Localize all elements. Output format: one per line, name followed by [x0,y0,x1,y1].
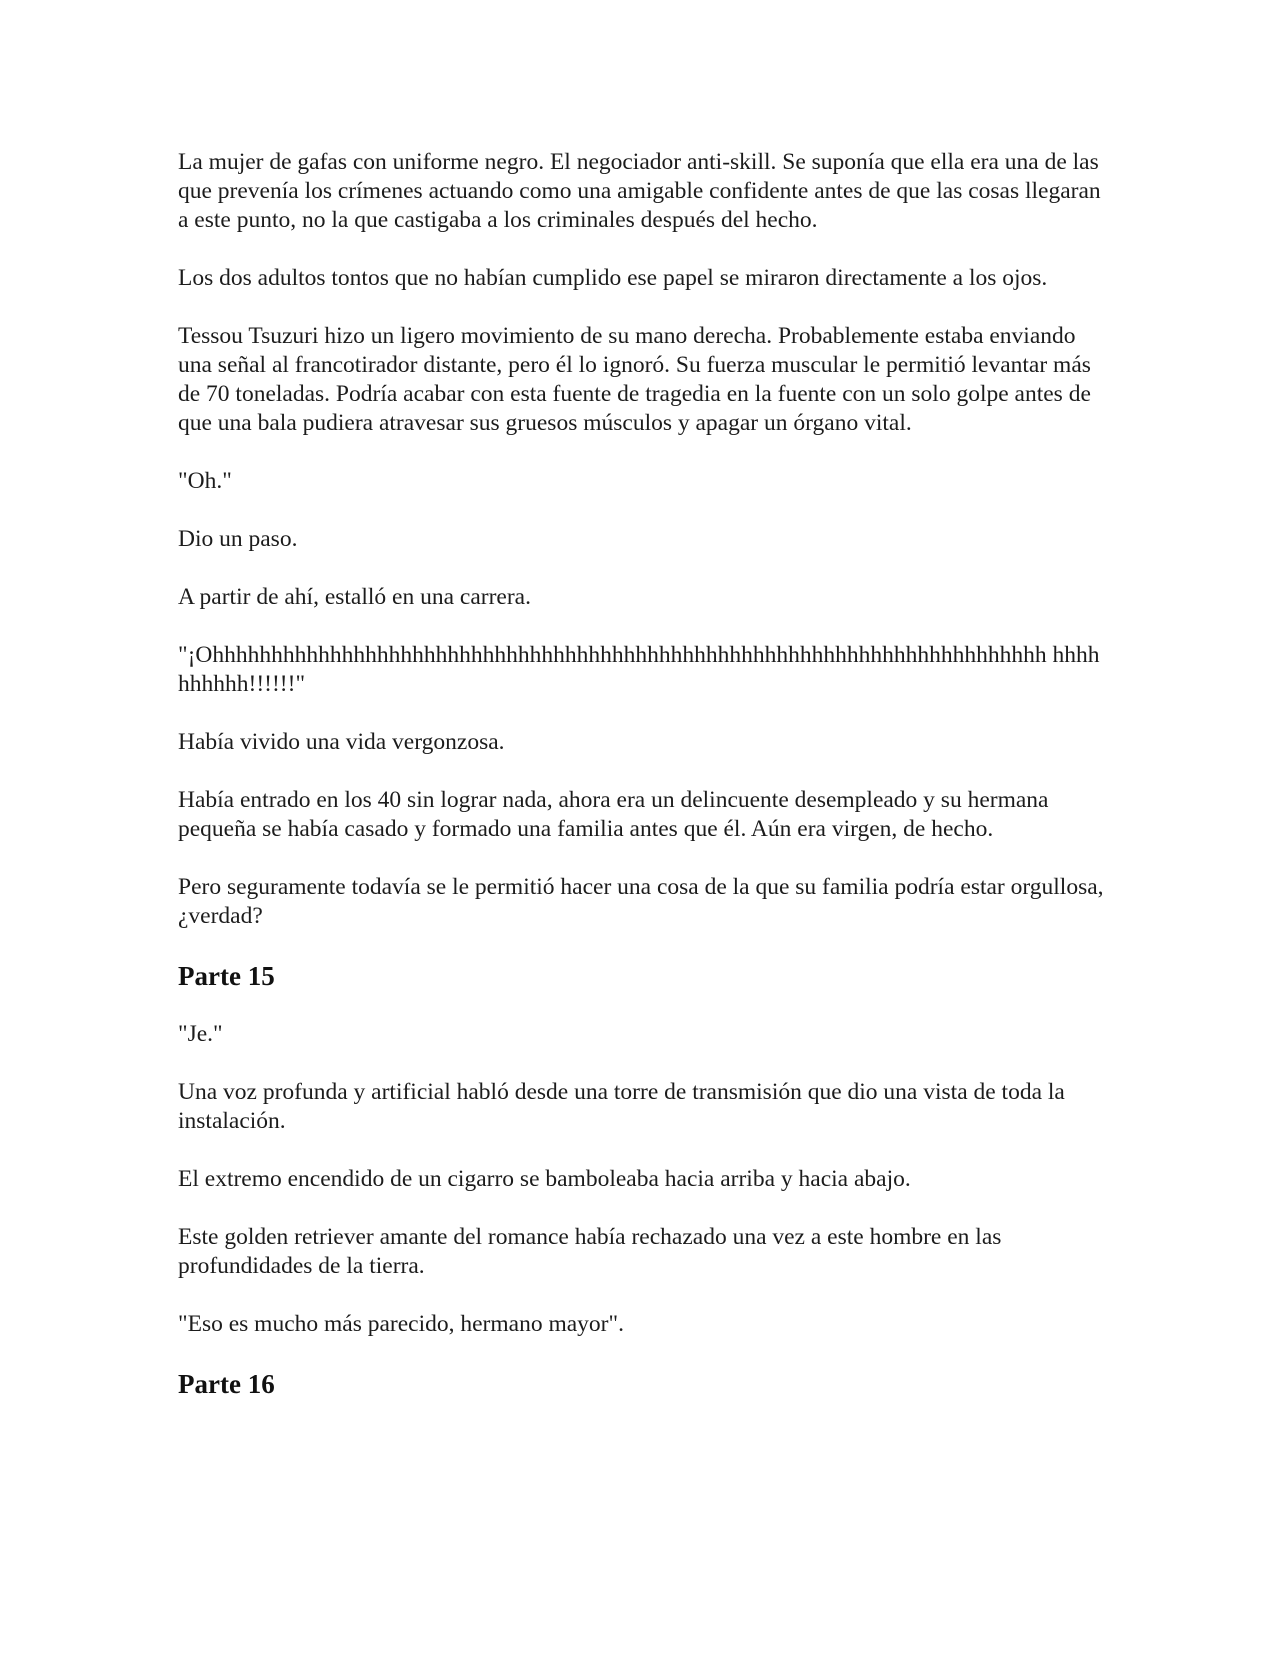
section-heading: Parte 16 [178,1369,275,1399]
paragraph: Había vivido una vida vergonzosa. [178,729,505,755]
paragraph: Este golden retriever amante del romance había rechazado una vez a este hombre en las profundidades de la tierra. [178,1224,1002,1279]
section-heading: Parte 15 [178,961,275,991]
paragraph: Dio un paso. [178,526,298,552]
paragraph: "Je." [178,1021,223,1047]
paragraph: "Eso es mucho más parecido, hermano mayor". [178,1311,624,1337]
document-page [178,148,1108,1428]
paragraph: "¡Ohhhhhhhhhhhhhhhhhhhhhhhhhhhhhhhhhhhhhhhhhhhhhhhhhhhhhhhhhhhhhhhhhhhhhhh hhhhhhhhhh!!!!!!" [178,642,1100,697]
paragraph: "Oh." [178,468,232,494]
paragraph: Pero seguramente todavía se le permitió hacer una cosa de la que su familia podría estar orgullosa, ¿verdad? [178,874,1104,929]
paragraph: Una voz profunda y artificial habló desde una torre de transmisión que dio una vista de toda la instalación. [178,1079,1065,1134]
paragraph: A partir de ahí, estalló en una carrera. [178,584,531,610]
paragraph: Tessou Tsuzuri hizo un ligero movimiento de su mano derecha. Probablemente estaba enviando una señal al francotirador distante, pero él lo ignoró. Su fuerza muscular le permitió levantar más de 70 toneladas. Podría acabar con esta fuente de tragedia en la fuente con un solo golpe antes de que una bala pudiera atravesar sus gruesos músculos y apagar un órgano vital. [178,323,1091,436]
paragraph: La mujer de gafas con uniforme negro. El negociador anti-skill. Se suponía que ella era una de las que prevenía los crímenes actuando como una amigable confidente antes de que las cosas llegaran a este punto, no la que castigaba a los criminales después del hecho. [178,149,1101,233]
paragraph: El extremo encendido de un cigarro se bamboleaba hacia arriba y hacia abajo. [178,1166,911,1192]
paragraph: Los dos adultos tontos que no habían cumplido ese papel se miraron directamente a los ojos. [178,265,1048,291]
paragraph: Había entrado en los 40 sin lograr nada, ahora era un delincuente desempleado y su hermana pequeña se había casado y formado una familia antes que él. Aún era virgen, de hecho. [178,787,1049,842]
